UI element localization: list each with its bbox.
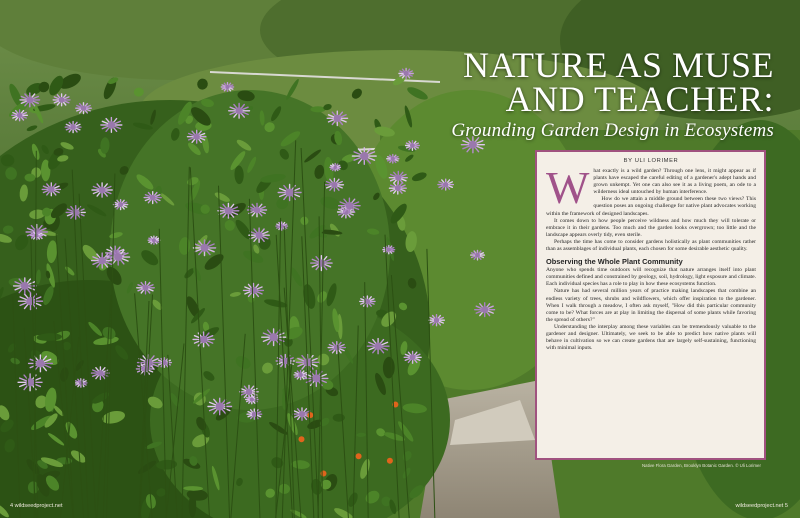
orange-flower bbox=[356, 453, 362, 459]
byline: BY ULI LORIMER bbox=[623, 158, 679, 164]
paragraph: Perhaps the time has come to consider gardens holistically as plant communities rather than as assemblages of individual plants, each chosen for some desirable aesthetic quality. bbox=[546, 238, 756, 253]
paragraph: How do we attain a middle ground between these two views? This question poses an ongoing challenge for native plant advocates working within the framework of designed landscapes. bbox=[546, 196, 756, 217]
folio-right: wildseedproject.net 5 bbox=[735, 503, 788, 509]
paragraph: Nature has had several million years of practice making landscapes that combine an endless variety of trees, shrubs and wildflowers, which offer inspiration to the gardener. When I walk through a meadow, I often ask myself, "How did this particular community come to be? What forces are at play in limiting the dispersal of some plants while favoring the spread of others?" bbox=[546, 288, 756, 323]
title-line-1: NATURE AS MUSE bbox=[462, 45, 774, 85]
paragraph: Understanding the interplay among these variables can be tremendously valuable to the gardener and designer. Ultimately, we seek to be able to predict how native plants will behave in cultivation so we can create gardens that are largely self-sustaining, functioning with minimal inputs. bbox=[546, 323, 756, 352]
paragraph-text: hat exactly is a wild garden? Through one lens, it might appear as if plants have escaped the careful editing of a gardener's adept hands and grown unkempt. Yet one can also see it as a living poem, an ode to a wilderness ideal untouched by human interference. bbox=[593, 168, 756, 196]
section-heading: Observing the Whole Plant Community bbox=[546, 257, 683, 267]
orange-flower bbox=[299, 436, 305, 442]
orange-flower bbox=[307, 412, 313, 418]
article-subtitle: Grounding Garden Design in Ecosystems bbox=[451, 120, 774, 141]
paragraph: It comes down to how people perceive wildness and how much they will tolerate or embrace it in their gardens. Too much and the garden looks overgrown; too little and the landscape appears overly tidy, even sterile. bbox=[546, 217, 756, 238]
folio-left: 4 wildseedproject.net bbox=[10, 503, 63, 509]
paragraph: Anyone who spends time outdoors will recognize that nature arranges itself into plant communities defined and constrained by geology, soil, hydrology, light exposure and climate. Each individual species has a role to play in how these ecosystems function. bbox=[546, 267, 756, 288]
leaf-shape bbox=[310, 106, 325, 112]
photo-caption: Native Flora Garden, Brooklyn Botanic Garden. © Uli Lorimer bbox=[642, 463, 761, 468]
orange-flower bbox=[321, 471, 327, 477]
article-title bbox=[414, 45, 774, 142]
drop-cap: W bbox=[546, 162, 590, 213]
title-line-2: AND TEACHER: bbox=[505, 79, 774, 119]
article-text-panel bbox=[535, 150, 766, 460]
orange-flower bbox=[387, 458, 393, 464]
article-body bbox=[546, 162, 756, 352]
